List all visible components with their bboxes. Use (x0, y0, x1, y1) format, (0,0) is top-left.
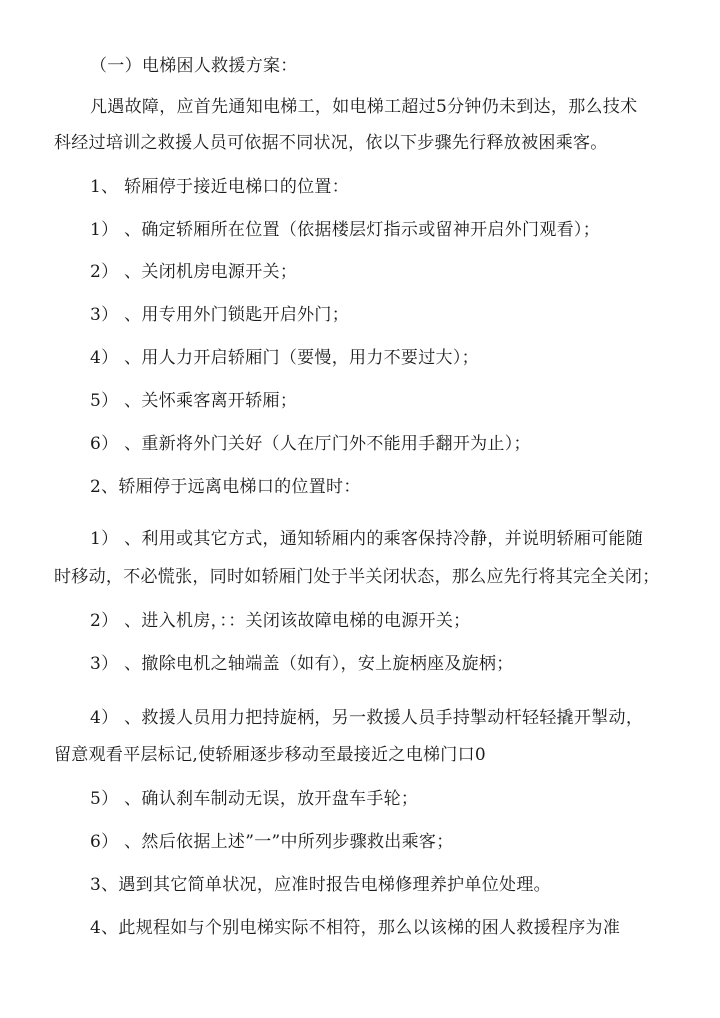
section-2-step-5: 5） 、确认刹车制动无误，放开盘车手轮； (90, 789, 419, 809)
section-2-step-1-line-1: 1） 、利用或其它方式，通知轿厢内的乘客保持冷静，并说明轿厢可能随 (90, 529, 644, 549)
section-1-step-1: 1） 、确定轿厢所在位置（依据楼层灯指示或留神开启外门观看）； (90, 220, 601, 240)
section-1-title: 1、 轿厢停于接近电梯口的位置： (90, 177, 350, 197)
section-1-step-5: 5） 、关怀乘客离开轿厢； (90, 391, 298, 411)
section-2-step-2: 2） 、进入机房，：：关闭该故障电梯的电源开关； (90, 611, 471, 631)
section-1-step-4: 4） 、用人力开启轿厢门（要慢，用力不要过大）； (90, 348, 479, 368)
section-2-title: 2、轿厢停于远离电梯口的位置时： (90, 477, 361, 497)
section-1-step-2: 2） 、关闭机房电源开关； (90, 262, 298, 282)
section-2-step-1-line-2: 时移动，不必慌张，同时如轿厢门处于半关闭状态，那么应先行将其完全关闭； (54, 567, 660, 587)
section-1-step-3: 3） 、用专用外门锁匙开启外门； (90, 305, 350, 325)
section-1-step-6: 6） 、重新将外门关好（人在厅门外不能用手翻开为止）； (90, 434, 531, 454)
intro-paragraph-line-1: 凡遇故障，应首先通知电梯工，如电梯工超过5分钟仍未到达，那么技术 (90, 97, 638, 117)
section-2-step-6: 6） 、然后依据上述”一”中所列步骤救出乘客； (90, 832, 454, 852)
section-2-step-4-line-2: 留意观看平层标记,使轿厢逐步移动至最接近之电梯门口0 (54, 745, 487, 765)
intro-paragraph-line-2: 科经过培训之救援人员可依据不同状况，依以下步骤先行释放被困乘客。 (54, 133, 608, 153)
section-4: 4、此规程如与个别电梯实际不相符，那么以该梯的困人救援程序为准 (90, 918, 621, 938)
section-2-step-4-line-1: 4） 、救援人员用力把持旋柄，另一救援人员手持掣动杆轻轻撬开掣动， (90, 708, 644, 728)
section-3: 3、遇到其它简单状况，应准时报告电梯修理养护单位处理。 (90, 875, 551, 895)
section-heading: （一）电梯困人救援方案： (90, 56, 298, 76)
section-2-step-3: 3） 、撤除电机之轴端盖（如有），安上旋柄座及旋柄； (90, 654, 514, 674)
